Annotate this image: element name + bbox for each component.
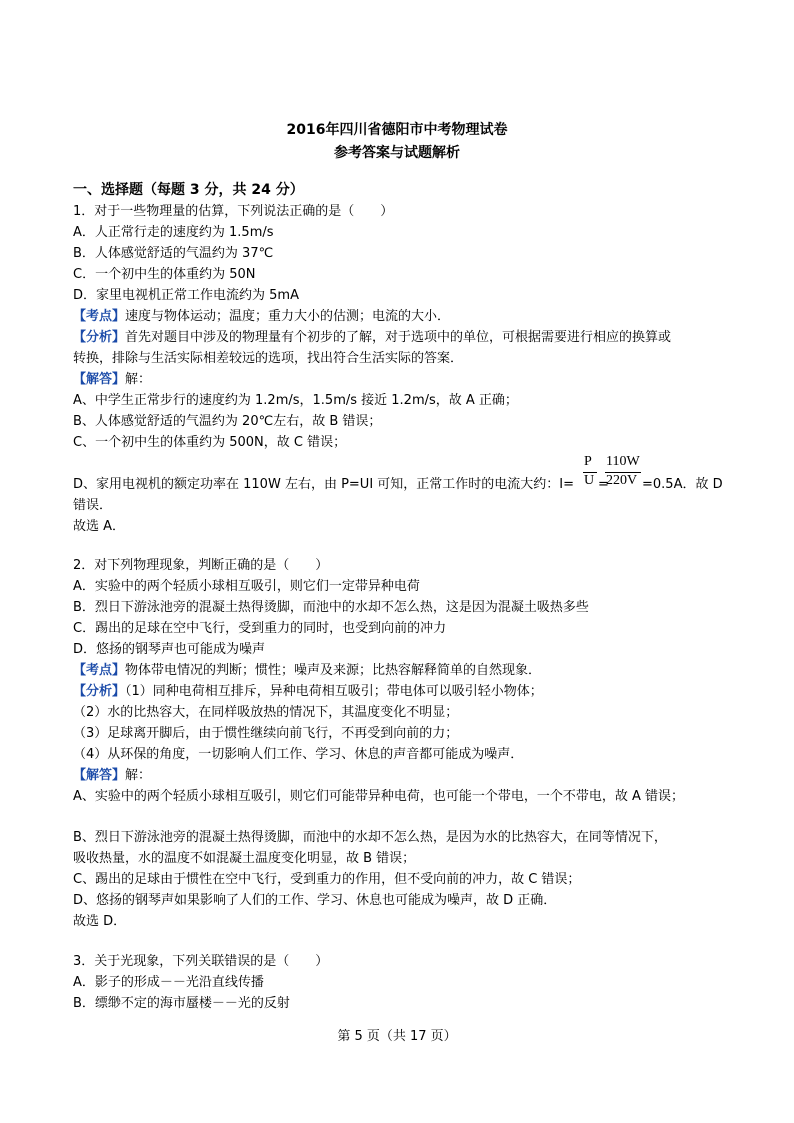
equals-sign: = — [598, 477, 609, 492]
q2-conclusion: 故选 D． — [73, 914, 127, 929]
q1-kaodian — [73, 308, 450, 326]
q1-answer-d: D、家用电视机的额定功率在 110W 左右，由 P=UI 可知，正常工作时的电流大约：I= — [73, 477, 575, 492]
q2-answer-c: C、踢出的足球由于惯性在空中飞行，受到重力的作用，但不受向前的冲力，故 C 错误； — [73, 872, 581, 887]
q3-stem: 3．关于光现象，下列关联错误的是（ ） — [73, 954, 329, 969]
jieda-tag: 【解答】 — [73, 372, 126, 387]
kaodian-text: 物体带电情况的判断；惯性；噪声及来源；比热容解释简单的自然现象． — [125, 663, 542, 678]
page-footer: 第 5 页（共 17 页） — [337, 1029, 457, 1044]
q2-answer-a: A、实验中的两个轻质小球相互吸引，则它们可能带异种电荷，也可能一个带电，一个不带电，故 A 错误； — [73, 789, 685, 804]
fraction-110w-over-220v — [606, 454, 642, 494]
q1-fenxi-cont: 转换，排除与生活实际相差较远的选项，找出符合生活实际的答案． — [73, 351, 464, 366]
jieda-tag: 【解答】 — [73, 768, 126, 783]
q1-jieda — [73, 371, 151, 389]
q2-fenxi — [73, 683, 543, 701]
q1-conclusion: 故选 A． — [73, 519, 126, 534]
kaodian-text: 速度与物体运动；温度；重力大小的估测；电流的大小． — [125, 309, 451, 324]
q1-stem: 1．对于一些物理量的估算，下列说法正确的是（ ） — [73, 204, 394, 219]
q2-jieda — [73, 767, 151, 785]
fenxi-tag: 【分析】 — [73, 330, 126, 345]
q1-option-d: D．家里电视机正常工作电流约为 5mA — [73, 288, 299, 303]
section-heading: 一、选择题（每题 3 分，共 24 分） — [73, 182, 304, 198]
q3-option-a: A．影子的形成－－光沿直线传播 — [73, 975, 264, 990]
fraction-denominator: 220V — [606, 473, 638, 488]
kaodian-tag: 【考点】 — [73, 309, 126, 324]
q2-answer-b: B、烈日下游泳池旁的混凝土热得烫脚，而池中的水却不怎么热，是因为水的比热容大，在同等情况下， — [73, 830, 667, 845]
q1-answer-a: A、中学生正常步行的速度约为 1.2m/s，1.5m/s 接近 1.2m/s，故 A 正确； — [73, 393, 518, 408]
q1-answer-c: C、一个初中生的体重约为 500N，故 C 错误； — [73, 435, 347, 450]
q2-answer-b-cont: 吸收热量，水的温度不如混凝土温度变化明显，故 B 错误； — [73, 851, 416, 866]
q1-fenxi — [73, 329, 671, 347]
q2-option-b: B．烈日下游泳池旁的混凝土热得烫脚，而池中的水却不怎么热，这是因为混凝土吸热多些 — [73, 600, 589, 615]
fraction-numerator: P — [584, 454, 592, 469]
q2-fenxi-4: （4）从环保的角度，一切影响人们工作、学习、休息的声音都可能成为噪声． — [73, 747, 524, 762]
jieda-suffix: 解： — [125, 768, 152, 783]
fraction-numerator: 110W — [606, 454, 640, 469]
q2-fenxi-2: （2）水的比热容大，在同样吸放热的情况下，其温度变化不明显； — [73, 705, 459, 720]
jieda-suffix: 解： — [125, 372, 152, 387]
fraction-p-over-u — [584, 454, 598, 494]
q1-answer-d-result: =0.5A．故 D — [642, 477, 723, 492]
q2-option-d: D．悠扬的钢琴声也可能成为噪声 — [73, 642, 266, 657]
q1-option-a: A．人正常行走的速度约为 1.5m/s — [73, 225, 274, 240]
page-subtitle: 参考答案与试题解析 — [334, 145, 460, 161]
q1-answer-d-cont: 错误． — [73, 498, 113, 513]
page-title: 2016年四川省德阳市中考物理试卷 — [286, 122, 508, 138]
q1-answer-b: B、人体感觉舒适的气温约为 20℃左右，故 B 错误； — [73, 414, 382, 429]
fenxi-text: 首先对题目中涉及的物理量有个初步的了解，对于选项中的单位，可根据需要进行相应的换算或 — [125, 330, 672, 345]
fenxi-text: （1）同种电荷相互排斥，异种电荷相互吸引；带电体可以吸引轻小物体； — [125, 684, 543, 699]
q2-fenxi-3: （3）足球离开脚后，由于惯性继续向前飞行，不再受到向前的力； — [73, 726, 459, 741]
q2-option-a: A．实验中的两个轻质小球相互吸引，则它们一定带异种电荷 — [73, 579, 420, 594]
q2-kaodian — [73, 662, 541, 680]
kaodian-tag: 【考点】 — [73, 663, 126, 678]
fraction-denominator: U — [584, 473, 595, 488]
q1-option-b: B．人体感觉舒适的气温约为 37℃ — [73, 246, 274, 261]
q2-stem: 2．对下列物理现象，判断正确的是（ ） — [73, 558, 329, 573]
q1-option-c: C．一个初中生的体重约为 50N — [73, 267, 256, 282]
fenxi-tag: 【分析】 — [73, 684, 126, 699]
q2-answer-d: D、悠扬的钢琴声如果影响了人们的工作、学习、休息也可能成为噪声，故 D 正确． — [73, 893, 557, 908]
q2-option-c: C．踢出的足球在空中飞行，受到重力的同时，也受到向前的冲力 — [73, 621, 447, 636]
q3-option-b: B．缥缈不定的海市蜃楼－－光的反射 — [73, 996, 290, 1011]
